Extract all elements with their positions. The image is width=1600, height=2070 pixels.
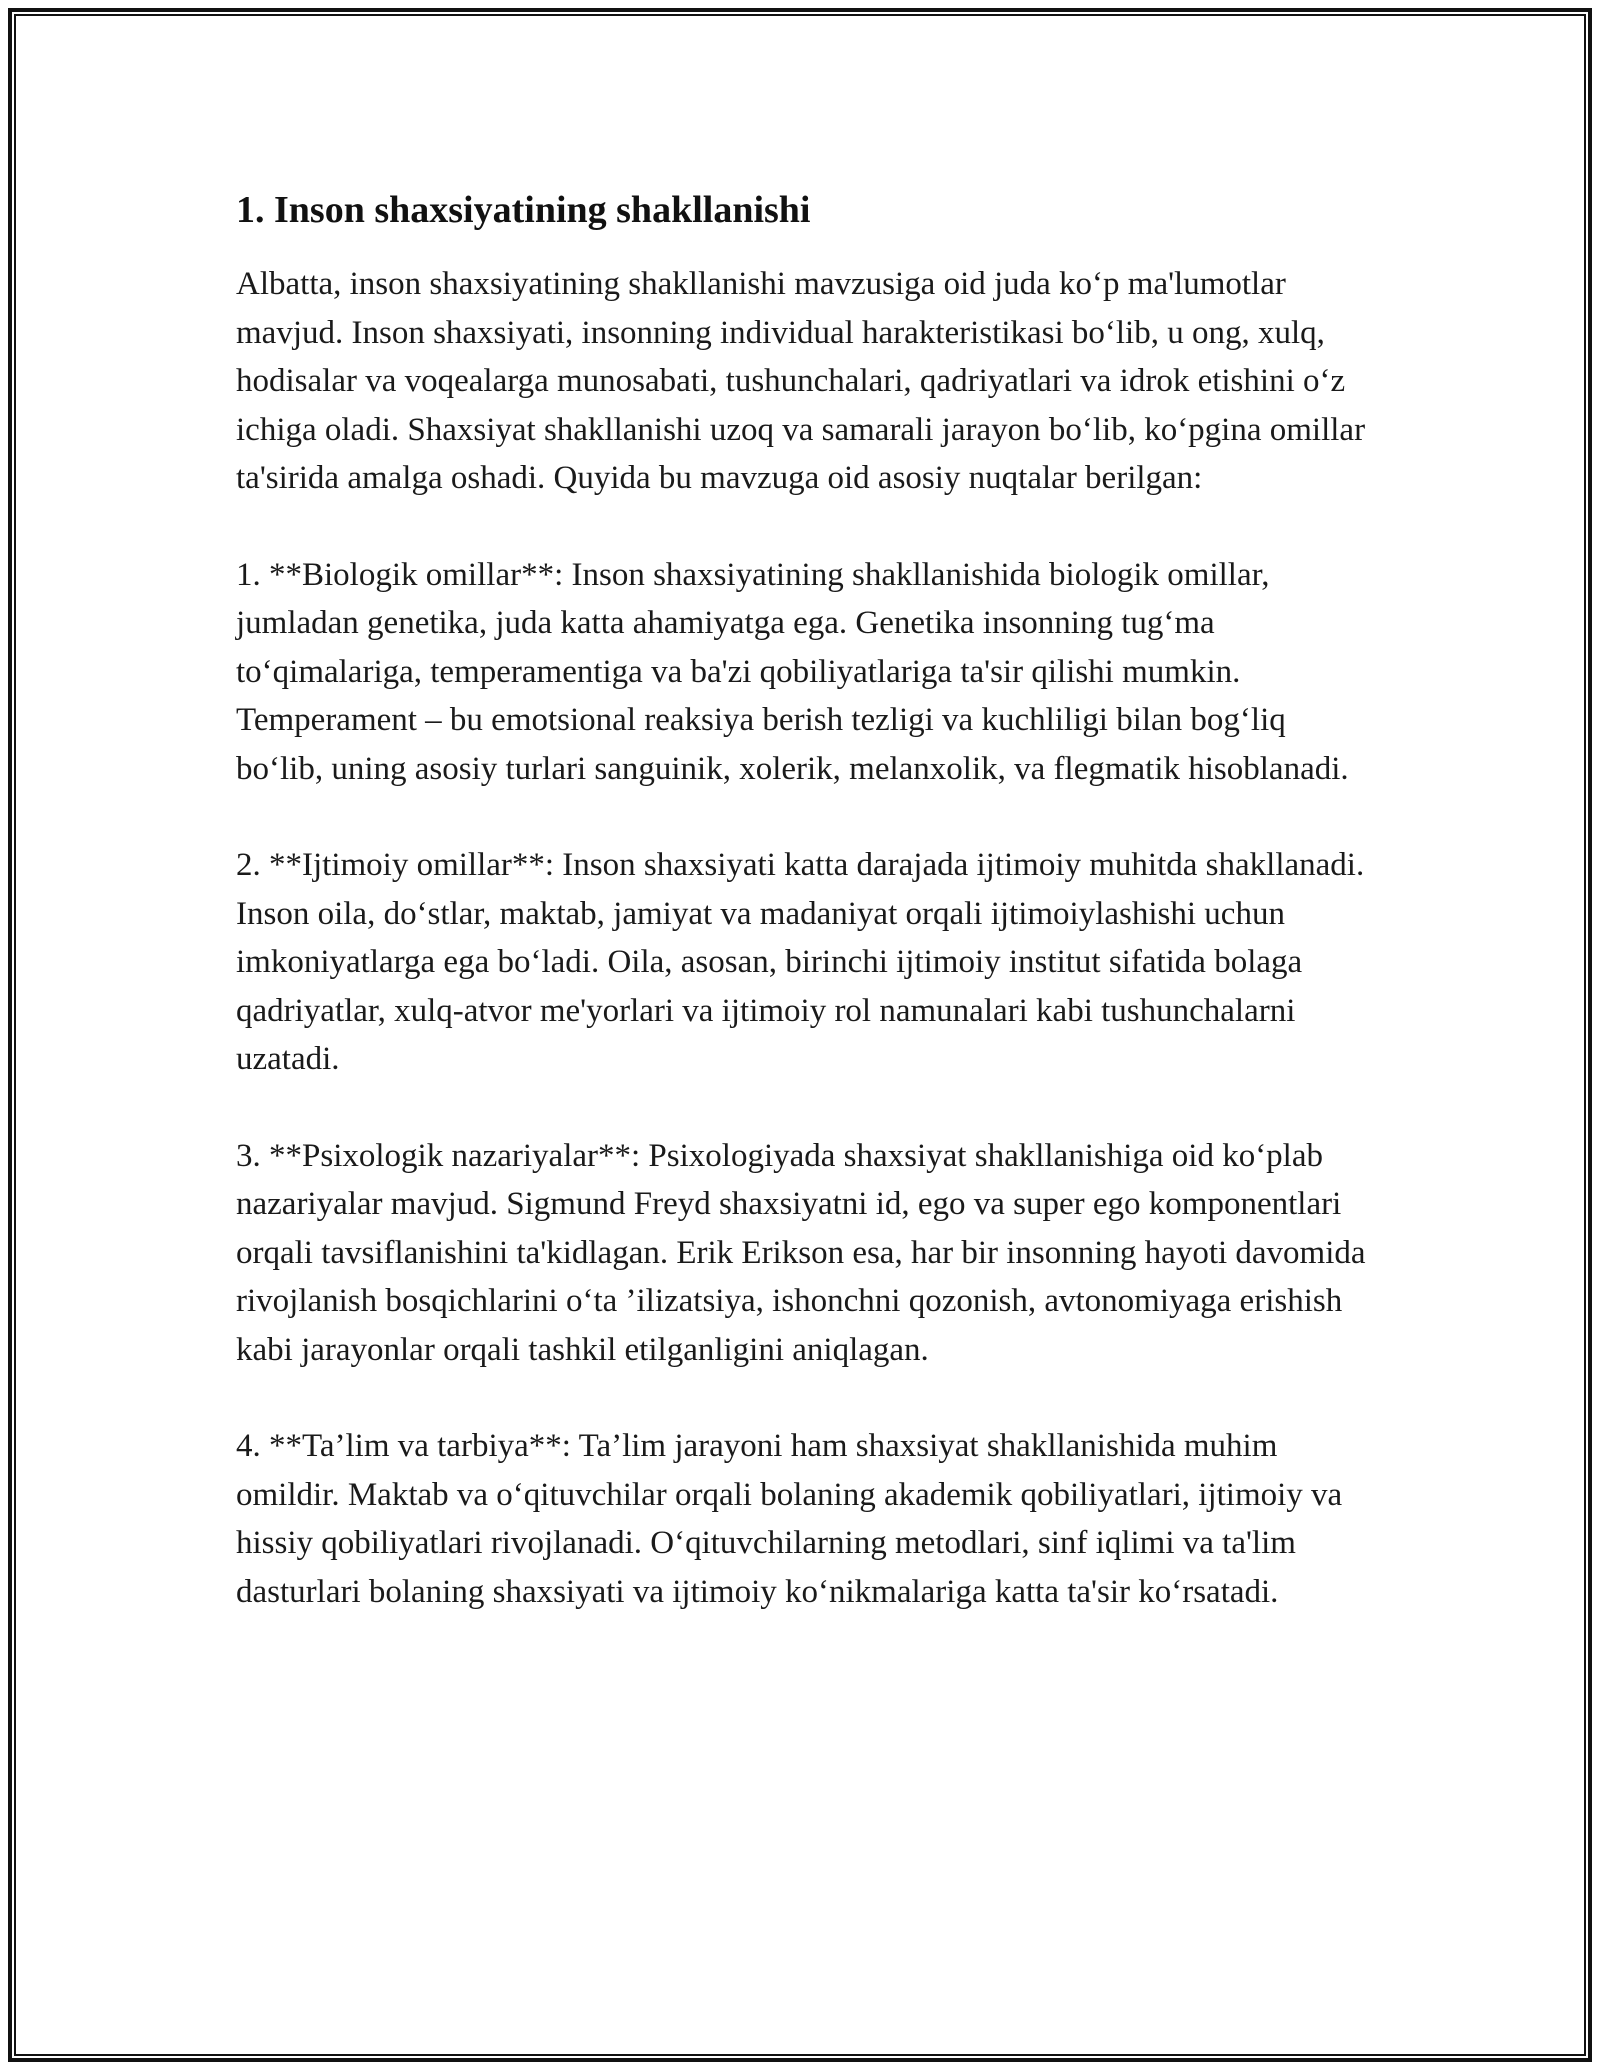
- document-body: [236, 186, 1376, 1664]
- paragraph-education-upbringing: 4. **Ta’lim va tarbiya**: Ta’lim jarayoni ham shaxsiyat shakllanishida muhim omildir. Maktab va oʻqituvchilar orqali bolaning akademik qobiliyatlari, ijtimoiy va hissiy qobiliyatlari rivojlanadi. Oʻqituvchilarning metodlari, sinf iqlimi va ta'lim dasturlari bolaning shaxsiyati va ijtimoiy koʻnikmalariga katta ta'sir koʻrsatadi.: [236, 1428, 1343, 1610]
- paragraph-social-factors: 2. **Ijtimoiy omillar**: Inson shaxsiyati katta darajada ijtimoiy muhitda shakllanadi. Inson oila, doʻstlar, maktab, jamiyat va madaniyat orqali ijtimoiylashishi uchun imkoniyatlarga ega boʻladi. Oila, asosan, birinchi ijtimoiy institut sifatida bolaga qadriyatlar, xulq-atvor me'yorlari va ijtimoiy rol namunalari kabi tushunchalarni uzatadi.: [236, 847, 1365, 1077]
- paragraph-biological-factors: 1. **Biologik omillar**: Inson shaxsiyatining shakllanishida biologik omillar, jumladan genetika, juda katta ahamiyatga ega. Genetika insonning tugʻma toʻqimalariga, temperamentiga va ba'zi qobiliyatlariga ta'sir qilishi mumkin. Temperament – bu emotsional reaksiya berish tezligi va kuchliligi bilan bogʻliq boʻlib, uning asosiy turlari sanguinik, xolerik, melanxolik, va flegmatik hisoblanadi.: [236, 556, 1349, 787]
- paragraph-psychological-theories: 3. **Psixologik nazariyalar**: Psixologiyada shaxsiyat shakllanishiga oid koʻplab nazariyalar mavjud. Sigmund Freyd shaxsiyatni id, ego va super ego komponentlari orqali tavsiflanishini ta'kidlagan. Erik Erikson esa, har bir insonning hayoti davomida rivojlanish bosqichlarini oʻta ’ilizatsiya, ishonchni qozonish, avtonomiyaga erishish kabi jarayonlar orqali tashkil etilganligini aniqlagan.: [236, 1137, 1366, 1368]
- document-title: 1. Inson shaxsiyatining shakllanishi: [236, 189, 811, 231]
- paragraph-intro: Albatta, inson shaxsiyatining shakllanishi mavzusiga oid juda koʻp ma'lumotlar mavjud. Inson shaxsiyati, insonning individual harakteristikasi boʻlib, u ong, xulq, hodisalar va voqealarga munosabati, tushunchalari, qadriyatlari va idrok etishini oʻz ichiga oladi. Shaxsiyat shakllanishi uzoq va samarali jarayon boʻlib, koʻpgina omillar ta'sirida amalga oshadi. Quyida bu mavzuga oid asosiy nuqtalar berilgan:: [236, 266, 1366, 496]
